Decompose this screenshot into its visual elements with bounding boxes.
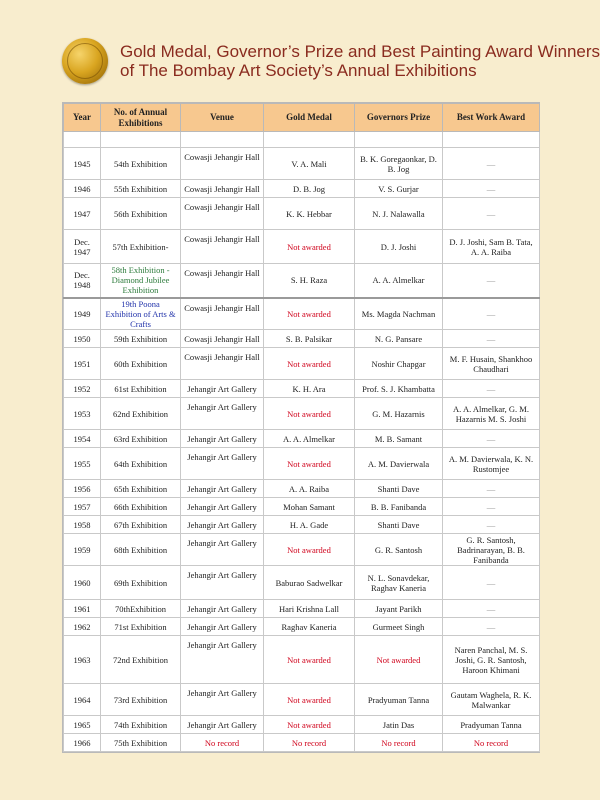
best-work-award-cell: — (443, 330, 540, 348)
best-work-award-cell: — (443, 298, 540, 330)
venue-cell: Cowasji Jehangir Hall (181, 148, 264, 180)
venue-cell: Cowasji Jehangir Hall (181, 180, 264, 198)
year-cell: 1958 (64, 516, 101, 534)
governors-prize-cell: B. K. Goregaonkar, D. B. Jog (355, 148, 443, 180)
table-header-row (64, 104, 540, 132)
gold-medal-cell: V. A. Mali (264, 148, 355, 180)
gold-medal-cell: Baburao Sadwelkar (264, 566, 355, 600)
year-cell: 1957 (64, 498, 101, 516)
governors-prize-cell: N. J. Nalawalla (355, 198, 443, 230)
best-work-award-cell: Gautam Waghela, R. K. Malwankar (443, 684, 540, 716)
gold-medal-emblem-icon (62, 38, 108, 84)
best-work-award-cell: — (443, 180, 540, 198)
table-row (64, 348, 540, 380)
exhibition-cell: 58th Exhibition - Diamond Jubilee Exhibition (101, 264, 181, 298)
venue-cell: Jehangir Art Gallery (181, 534, 264, 566)
table-row (64, 264, 540, 298)
exhibition-cell: 55th Exhibition (101, 180, 181, 198)
gold-medal-cell: Hari Krishna Lall (264, 600, 355, 618)
governors-prize-cell: D. J. Joshi (355, 230, 443, 264)
exhibition-cell: 56th Exhibition (101, 198, 181, 230)
exhibition-cell: 59th Exhibition (101, 330, 181, 348)
year-cell: 1945 (64, 148, 101, 180)
governors-prize-cell: Jayant Parikh (355, 600, 443, 618)
year-cell: 1951 (64, 348, 101, 380)
governors-prize-cell: B. B. Fanibanda (355, 498, 443, 516)
exhibition-cell: 62nd Exhibition (101, 398, 181, 430)
governors-prize-cell: Pradyuman Tanna (355, 684, 443, 716)
venue-cell: Jehangir Art Gallery (181, 480, 264, 498)
gold-medal-cell: K. H. Ara (264, 380, 355, 398)
venue-cell: Cowasji Jehangir Hall (181, 264, 264, 298)
gold-medal-cell: Not awarded (264, 684, 355, 716)
exhibition-cell: 64th Exhibition (101, 448, 181, 480)
exhibition-cell: 69th Exhibition (101, 566, 181, 600)
table-row (64, 148, 540, 180)
governors-prize-cell: N. G. Pansare (355, 330, 443, 348)
year-cell: 1949 (64, 298, 101, 330)
best-work-award-cell: G. R. Santosh, Badrinarayan, B. B. Fanibanda (443, 534, 540, 566)
table-row (64, 198, 540, 230)
awards-table (63, 103, 540, 752)
venue-cell: Cowasji Jehangir Hall (181, 348, 264, 380)
title-line-2: of The Bombay Art Society’s Annual Exhibitions (120, 61, 477, 80)
gold-medal-cell: S. B. Palsikar (264, 330, 355, 348)
governors-prize-cell: Prof. S. J. Khambatta (355, 380, 443, 398)
venue-cell: Cowasji Jehangir Hall (181, 198, 264, 230)
gold-medal-cell: Mohan Samant (264, 498, 355, 516)
governors-prize-cell: Jatin Das (355, 716, 443, 734)
exhibition-cell: 67th Exhibition (101, 516, 181, 534)
venue-cell: Jehangir Art Gallery (181, 430, 264, 448)
venue-cell: Jehangir Art Gallery (181, 636, 264, 684)
venue-cell: Jehangir Art Gallery (181, 716, 264, 734)
gold-medal-cell: D. B. Jog (264, 180, 355, 198)
column-header-venue: Venue (181, 104, 264, 132)
best-work-award-cell: — (443, 566, 540, 600)
table-row (64, 180, 540, 198)
venue-cell: Cowasji Jehangir Hall (181, 330, 264, 348)
year-cell: 1962 (64, 618, 101, 636)
best-work-award-cell: — (443, 618, 540, 636)
table-row (64, 734, 540, 752)
table-row (64, 380, 540, 398)
year-cell: 1956 (64, 480, 101, 498)
exhibition-cell: 71st Exhibition (101, 618, 181, 636)
governors-prize-cell: No record (355, 734, 443, 752)
exhibition-cell: 72nd Exhibition (101, 636, 181, 684)
year-cell: 1954 (64, 430, 101, 448)
year-cell: Dec. 1948 (64, 264, 101, 298)
venue-cell: Jehangir Art Gallery (181, 448, 264, 480)
governors-prize-cell: M. B. Samant (355, 430, 443, 448)
table-row (64, 330, 540, 348)
gold-medal-cell: Not awarded (264, 348, 355, 380)
best-work-award-cell: — (443, 516, 540, 534)
venue-cell: Jehangir Art Gallery (181, 566, 264, 600)
header-spacer-row (64, 132, 540, 148)
governors-prize-cell: G. M. Hazarnis (355, 398, 443, 430)
venue-cell: Jehangir Art Gallery (181, 380, 264, 398)
exhibition-cell: 57th Exhibition- (101, 230, 181, 264)
gold-medal-cell: K. K. Hebbar (264, 198, 355, 230)
best-work-award-cell: — (443, 264, 540, 298)
best-work-award-cell: — (443, 498, 540, 516)
exhibition-cell: 63rd Exhibition (101, 430, 181, 448)
exhibition-cell: 74th Exhibition (101, 716, 181, 734)
venue-cell: Jehangir Art Gallery (181, 684, 264, 716)
best-work-award-cell: D. J. Joshi, Sam B. Tata, A. A. Raiba (443, 230, 540, 264)
governors-prize-cell: G. R. Santosh (355, 534, 443, 566)
gold-medal-cell: Not awarded (264, 716, 355, 734)
year-cell: Dec. 1947 (64, 230, 101, 264)
governors-prize-cell: Ms. Magda Nachman (355, 298, 443, 330)
gold-medal-cell: A. A. Raiba (264, 480, 355, 498)
year-cell: 1961 (64, 600, 101, 618)
awards-table-container (62, 102, 540, 753)
column-header-exhibitions: No. of Annual Exhibitions (101, 104, 181, 132)
year-cell: 1964 (64, 684, 101, 716)
column-header-gold-medal: Gold Medal (264, 104, 355, 132)
best-work-award-cell: — (443, 148, 540, 180)
exhibition-cell: 54th Exhibition (101, 148, 181, 180)
table-row (64, 298, 540, 330)
exhibition-cell: 60th Exhibition (101, 348, 181, 380)
column-header-year: Year (64, 104, 101, 132)
table-row (64, 618, 540, 636)
governors-prize-cell: Noshir Chapgar (355, 348, 443, 380)
governors-prize-cell: Gurmeet Singh (355, 618, 443, 636)
governors-prize-cell: Not awarded (355, 636, 443, 684)
table-row (64, 534, 540, 566)
best-work-award-cell: — (443, 198, 540, 230)
page-title (120, 42, 600, 80)
best-work-award-cell: M. F. Husain, Shankhoo Chaudhari (443, 348, 540, 380)
governors-prize-cell: N. L. Sonavdekar, Raghav Kaneria (355, 566, 443, 600)
table-row (64, 230, 540, 264)
table-row (64, 516, 540, 534)
year-cell: 1950 (64, 330, 101, 348)
table-row (64, 480, 540, 498)
page-header (62, 36, 600, 86)
exhibition-cell: 70thExhibition (101, 600, 181, 618)
table-row (64, 684, 540, 716)
gold-medal-cell: H. A. Gade (264, 516, 355, 534)
gold-medal-cell: Not awarded (264, 298, 355, 330)
gold-medal-cell: Not awarded (264, 448, 355, 480)
best-work-award-cell: — (443, 430, 540, 448)
table-row (64, 600, 540, 618)
year-cell: 1947 (64, 198, 101, 230)
exhibition-cell: 19th Poona Exhibition of Arts & Crafts (101, 298, 181, 330)
year-cell: 1955 (64, 448, 101, 480)
best-work-award-cell: A. M. Davierwala, K. N. Rustomjee (443, 448, 540, 480)
best-work-award-cell: — (443, 600, 540, 618)
exhibition-cell: 68th Exhibition (101, 534, 181, 566)
venue-cell: Jehangir Art Gallery (181, 516, 264, 534)
venue-cell: Jehangir Art Gallery (181, 618, 264, 636)
venue-cell: No record (181, 734, 264, 752)
best-work-award-cell: Naren Panchal, M. S. Joshi, G. R. Santosh, Haroon Khimani (443, 636, 540, 684)
title-line-1: Gold Medal, Governor’s Prize and Best Painting Award Winners (120, 42, 600, 61)
gold-medal-cell: Raghav Kaneria (264, 618, 355, 636)
gold-medal-cell: Not awarded (264, 398, 355, 430)
best-work-award-cell: — (443, 380, 540, 398)
year-cell: 1966 (64, 734, 101, 752)
exhibition-cell: 66th Exhibition (101, 498, 181, 516)
governors-prize-cell: V. S. Gurjar (355, 180, 443, 198)
governors-prize-cell: A. A. Almelkar (355, 264, 443, 298)
gold-medal-cell: S. H. Raza (264, 264, 355, 298)
best-work-award-cell: A. A. Almelkar, G. M. Hazarnis M. S. Joshi (443, 398, 540, 430)
year-cell: 1965 (64, 716, 101, 734)
gold-medal-cell: Not awarded (264, 230, 355, 264)
year-cell: 1963 (64, 636, 101, 684)
governors-prize-cell: Shanti Dave (355, 480, 443, 498)
column-header-best-work-award: Best Work Award (443, 104, 540, 132)
gold-medal-cell: Not awarded (264, 534, 355, 566)
gold-medal-cell: A. A. Almelkar (264, 430, 355, 448)
best-work-award-cell: — (443, 480, 540, 498)
venue-cell: Jehangir Art Gallery (181, 498, 264, 516)
governors-prize-cell: Shanti Dave (355, 516, 443, 534)
year-cell: 1960 (64, 566, 101, 600)
best-work-award-cell: Pradyuman Tanna (443, 716, 540, 734)
table-row (64, 636, 540, 684)
year-cell: 1952 (64, 380, 101, 398)
year-cell: 1959 (64, 534, 101, 566)
venue-cell: Jehangir Art Gallery (181, 398, 264, 430)
table-row (64, 430, 540, 448)
table-row (64, 398, 540, 430)
venue-cell: Cowasji Jehangir Hall (181, 298, 264, 330)
year-cell: 1946 (64, 180, 101, 198)
table-row (64, 448, 540, 480)
governors-prize-cell: A. M. Davierwala (355, 448, 443, 480)
table-row (64, 498, 540, 516)
table-row (64, 716, 540, 734)
exhibition-cell: 65th Exhibition (101, 480, 181, 498)
year-cell: 1953 (64, 398, 101, 430)
venue-cell: Cowasji Jehangir Hall (181, 230, 264, 264)
gold-medal-cell: Not awarded (264, 636, 355, 684)
exhibition-cell: 61st Exhibition (101, 380, 181, 398)
best-work-award-cell: No record (443, 734, 540, 752)
table-row (64, 566, 540, 600)
exhibition-cell: 75th Exhibition (101, 734, 181, 752)
gold-medal-cell: No record (264, 734, 355, 752)
exhibition-cell: 73rd Exhibition (101, 684, 181, 716)
column-header-governors-prize: Governors Prize (355, 104, 443, 132)
venue-cell: Jehangir Art Gallery (181, 600, 264, 618)
